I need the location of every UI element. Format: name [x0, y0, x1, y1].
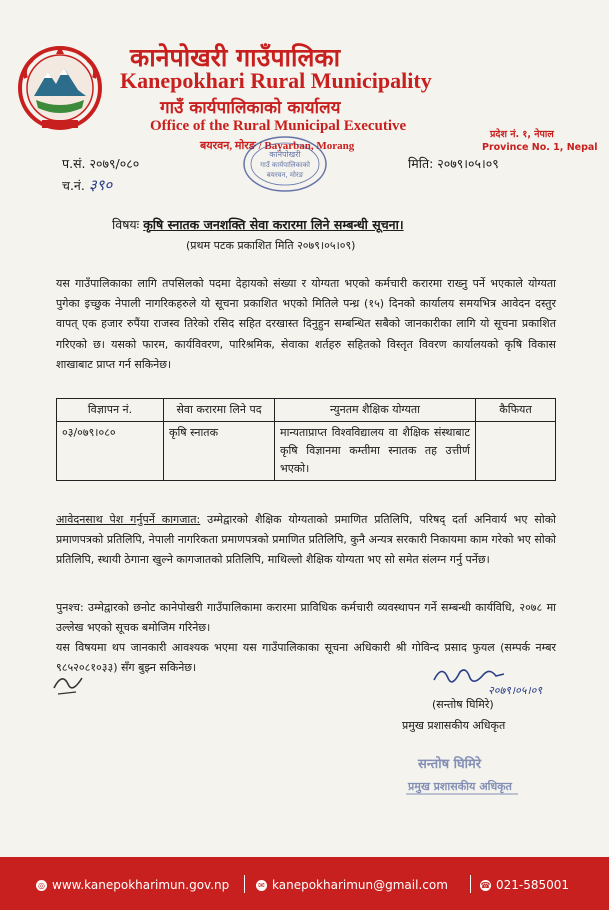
website-text: www.kanepokharimun.gov.np — [52, 878, 230, 892]
cell-position: कृषि स्नातक — [164, 422, 275, 481]
letter-ps — [62, 155, 139, 172]
globe-icon: ◎ — [36, 880, 47, 891]
office-stamp-line3: बयरवन, मोरङ — [266, 171, 304, 179]
documents-label: आवेदनसाथ पेश गर्नुपर्ने कागजात: — [56, 513, 201, 526]
col-position: सेवा करारमा लिने पद — [164, 399, 275, 422]
footer-bar — [0, 857, 609, 910]
name-stamp — [390, 748, 540, 804]
cell-qualification: मान्यताप्राप्त विश्वविद्यालय वा शैक्षिक संस्थाबाट कृषि विज्ञानमा कम्तीमा स्नातक तह उत्तीर्ण भएको। — [275, 422, 476, 481]
office-name-np: गाउँ कार्यपालिकाको कार्यालय — [160, 98, 341, 118]
additional-paragraph: पुनश्च: उम्मेद्वारको छनोट कानेपोखरी गाउँपालिकामा करारमा प्राविधिक कर्मचारी व्यवस्थापन गर्ने सम्बन्धी कार्यविधि, २०७८ मा उल्लेख भएको सूचक बमोजिम गरिनेछ। — [56, 601, 556, 635]
subject-label: विषयः — [112, 217, 140, 232]
col-remarks: कैफियत — [476, 399, 556, 422]
cell-ad-no: ०३/०७९।०८० — [57, 422, 164, 481]
cn-value: ३९० — [88, 176, 113, 194]
email-text: kanepokharimun@gmail.com — [272, 878, 448, 892]
footer-divider — [244, 875, 245, 893]
office-stamp-line1: कानेपोखरी — [269, 150, 301, 159]
name-stamp-line2: प्रमुख प्रशासकीय अधिकृत — [408, 780, 512, 793]
date-value: २०७९।०५।०९ — [437, 156, 499, 171]
office-name-en: Office of the Rural Municipal Executive — [150, 118, 407, 134]
ps-value: २०७९/०८० — [89, 156, 140, 171]
municipality-emblem-icon — [12, 38, 108, 134]
vacancy-table — [56, 398, 556, 481]
cell-remarks — [476, 422, 556, 481]
office-stamp-line2: गाउँ कार्यपालिकाको — [260, 161, 310, 169]
cn-label: च.नं. — [62, 178, 85, 193]
publication-note: (प्रथम पटक प्रकाशित मिति २०७९।०५।०९) — [186, 239, 356, 252]
notice-subject — [112, 216, 404, 233]
signature-date: २०७९।०५।०९ — [488, 684, 543, 697]
table-row — [57, 422, 556, 481]
phone-text: 021-585001 — [496, 878, 570, 892]
phone-icon: ☎ — [480, 880, 491, 890]
contact-paragraph: यस विषयमा थप जानकारी आवश्यक भएमा यस गाउँपालिकाका सूचना अधिकारी श्री गोविन्द प्रसाद फुयल (सम्पर्क नम्बर ९८५२०८१०३३) सँग बुझ्न सकिनेछ। — [56, 641, 556, 675]
documents-paragraph — [56, 510, 556, 571]
name-stamp-line1: सन्तोष घिमिरे — [418, 757, 482, 772]
footer-phone[interactable] — [480, 878, 569, 892]
date-label: मिति: — [408, 156, 434, 171]
office-address: बयरवन, मोरङ / Bayarban, Morang — [200, 140, 355, 152]
signatory-name: (सन्तोष घिमिरे) — [432, 698, 494, 711]
subject-text: कृषि स्नातक जनशक्ति सेवा करारमा लिने सम्बन्धी सूचना। — [143, 217, 404, 232]
office-stamp — [242, 135, 328, 193]
col-ad-no: विज्ञापन नं. — [57, 399, 164, 422]
letter-date — [408, 155, 499, 172]
footer-website[interactable] — [36, 878, 229, 892]
table-header-row — [57, 399, 556, 422]
municipality-name-np: कानेपोखरी गाउँपालिका — [130, 43, 341, 72]
municipality-name-en: Kanepokhari Rural Municipality — [120, 68, 432, 93]
footer-email[interactable] — [256, 878, 448, 892]
province-np: प्रदेश नं. १, नेपाल — [490, 129, 554, 140]
signature — [426, 660, 566, 700]
documents-text: उम्मेद्वारको शैक्षिक योग्यताको प्रमाणित प्रतिलिपि, परिषद् दर्ता अनिवार्य भए सोको प्रमाणपत्रको प्रतिलिपि, नेपाली नागरिकता प्रमाणपत्रको प्रमाणित प्रतिलिपि, कुनै अन्यत्र सरकारी निकायमा काम गरेको भए सोको प्रतिलिपि, स्थायी ठेगाना खुल्ने कागजातको प्रतिलिपि, माथिल्लो शैक्षिक योग्यता भए सो समेत संलग्न गर्नु पर्नेछ। — [56, 513, 556, 567]
province-en: Province No. 1, Nepal — [482, 142, 598, 153]
col-qualification: न्युनतम शैक्षिक योग्यता — [275, 399, 476, 422]
signatory-designation: प्रमुख प्रशासकीय अधिकृत — [402, 719, 506, 732]
handwritten-mark — [48, 664, 88, 700]
intro-paragraph: यस गाउँपालिकाका लागि तपसिलको पदमा देहायको संख्या र योग्यता भएको कर्मचारी करारमा राख्नु पर्ने भएकाले योग्यता पुगेका इच्छुक नेपाली नागरिकहरुले यो सूचना प्रकाशित भएको मितिले पन्ध्र (१५) दिनको कार्यालय समयभित्र आवेदन दस्तुर वापत् एक हजार रुपैंया राजस्व तिरेको रसिद सहित दरखास्त दिनुहुन सम्बन्धित सबैको जानकारीका लागि यो सूचना प्रकाशित गरिएको छ। यसको फारम, कार्यविवरण, पारिश्रमिक, सेवाका शर्तहरु सहितको विस्तृत विवरण कार्यालयको कृषि विकास शाखाबाट प्राप्त गर्न सकिनेछ। — [56, 277, 556, 371]
letter-cn — [62, 175, 112, 195]
ps-label: प.सं. — [62, 156, 86, 171]
footer-divider — [470, 875, 471, 893]
email-icon: ✉ — [256, 880, 267, 891]
